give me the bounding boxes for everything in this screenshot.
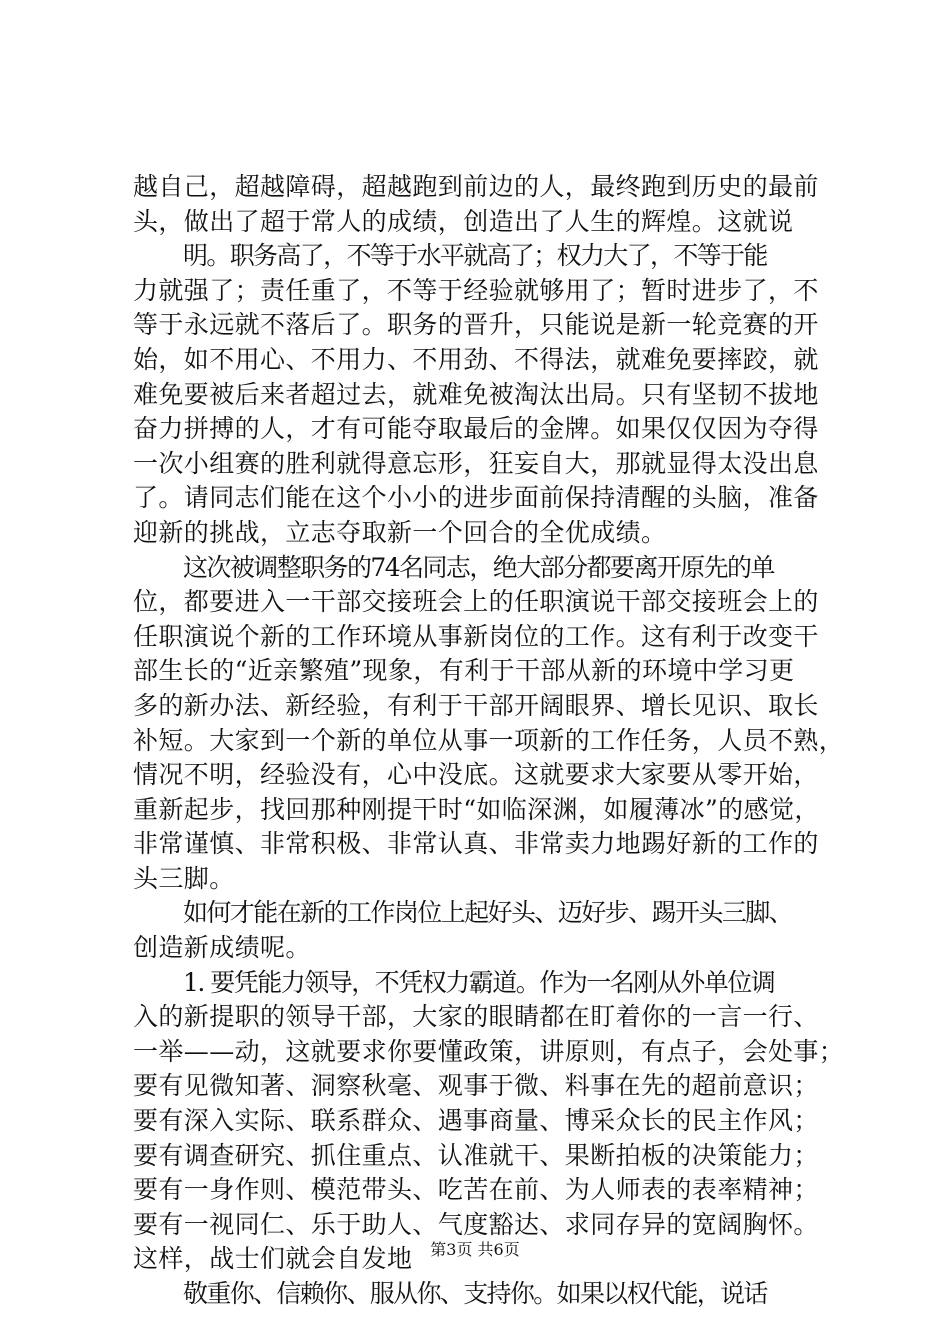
text-line: 位，都要进入一干部交接班会上的任职演说干部交接班会上的 [133, 587, 819, 617]
text-line: 头，做出了超于常人的成绩，创造出了人生的辉煌。这就说 [133, 206, 794, 236]
text-line: 奋力拼搏的人，才有可能夺取最后的金牌。如果仅仅因为夺得 [133, 414, 819, 444]
text-line: 了。请同志们能在这个小小的进步面前保持清醒的头脑，准备 [133, 483, 819, 513]
text-line: 任职演说个新的工作环境从事新岗位的工作。这有利于改变干 [133, 621, 819, 651]
text-line: 入的新提职的领导干部，大家的眼睛都在盯着你的一言一行、 [133, 1002, 819, 1032]
text-line: 要有深入实际、联系群众、遇事商量、博采众长的民主作风； [133, 1106, 819, 1136]
text-line: 1. 要凭能力领导，不凭权力霸道。作为一名刚从外单位调 [183, 967, 775, 997]
text-line: 这样，战士们就会自发地 [133, 1244, 413, 1274]
text-line: 要有见微知著、洞察秋毫、观事于微、料事在先的超前意识； [133, 1071, 819, 1101]
page-footer: 第3页 共6页 [430, 1240, 520, 1259]
text-line: 越自己，超越障碍，超越跑到前边的人，最终跑到历史的最前 [133, 172, 819, 201]
text-line: 始，如不用心、不用力、不用劲、不得法，就难免要摔跤，就 [133, 344, 819, 374]
text-line: 迎新的挑战，立志夺取新一个回合的全优成绩。 [133, 517, 667, 547]
text-line: 一次小组赛的胜利就得意忘形，狂妄自大，那就显得太没出息 [133, 448, 819, 478]
text-line: 力就强了；责任重了，不等于经验就够用了；暂时进步了，不 [133, 275, 819, 305]
text-line: 情况不明，经验没有，心中没底。这就要求大家要从零开始， [133, 760, 819, 790]
text-line: 要有一视同仁、乐于助人、气度豁达、求同存异的宽阔胸怀。 [133, 1209, 819, 1239]
text-line: 非常谨慎、非常积极、非常认真、非常卖力地踢好新的工作的 [133, 829, 819, 859]
text-line: 敬重你、信赖你、服从你、支持你。如果以权代能，说话 [183, 1279, 767, 1308]
text-line: 等于永远就不落后了。职务的晋升，只能说是新一轮竞赛的开 [133, 310, 819, 340]
text-line: 难免要被后来者超过去，就难免被淘汰出局。只有坚韧不拔地 [133, 379, 819, 409]
document-body [133, 170, 853, 1312]
text-line: 要有调查研究、抓住重点、认准就干、果断拍板的决策能力； [133, 1140, 819, 1170]
text-line: 明。职务高了，不等于水平就高了；权力大了，不等于能 [183, 241, 767, 271]
text-line: 重新起步，找回那种刚提干时“如临深渊，如履薄冰”的感觉， [133, 794, 820, 824]
text-line: 创造新成绩呢。 [133, 933, 311, 963]
text-line: 多的新办法、新经验，有利于干部开阔眼界、增长见识、取长 [133, 690, 819, 720]
text-line: 要有一身作则、模范带头、吃苦在前、为人师表的表率精神； [133, 1175, 819, 1205]
text-line: 头三脚。 [133, 863, 235, 893]
text-line: 补短。大家到一个新的单位从事一项新的工作任务，人员不熟， [133, 725, 845, 755]
text-line: 如何才能在新的工作岗位上起好头、迈好步、踢开头三脚、 [183, 898, 793, 928]
text-line: 部生长的“近亲繁殖”现象，有利于干部从新的环境中学习更 [133, 656, 795, 686]
text-line: 一举——动，这就要求你要懂政策，讲原则，有点子，会处事； [133, 1036, 845, 1066]
text-line: 这次被调整职务的74名同志，绝大部分都要离开原先的单 [183, 552, 774, 582]
